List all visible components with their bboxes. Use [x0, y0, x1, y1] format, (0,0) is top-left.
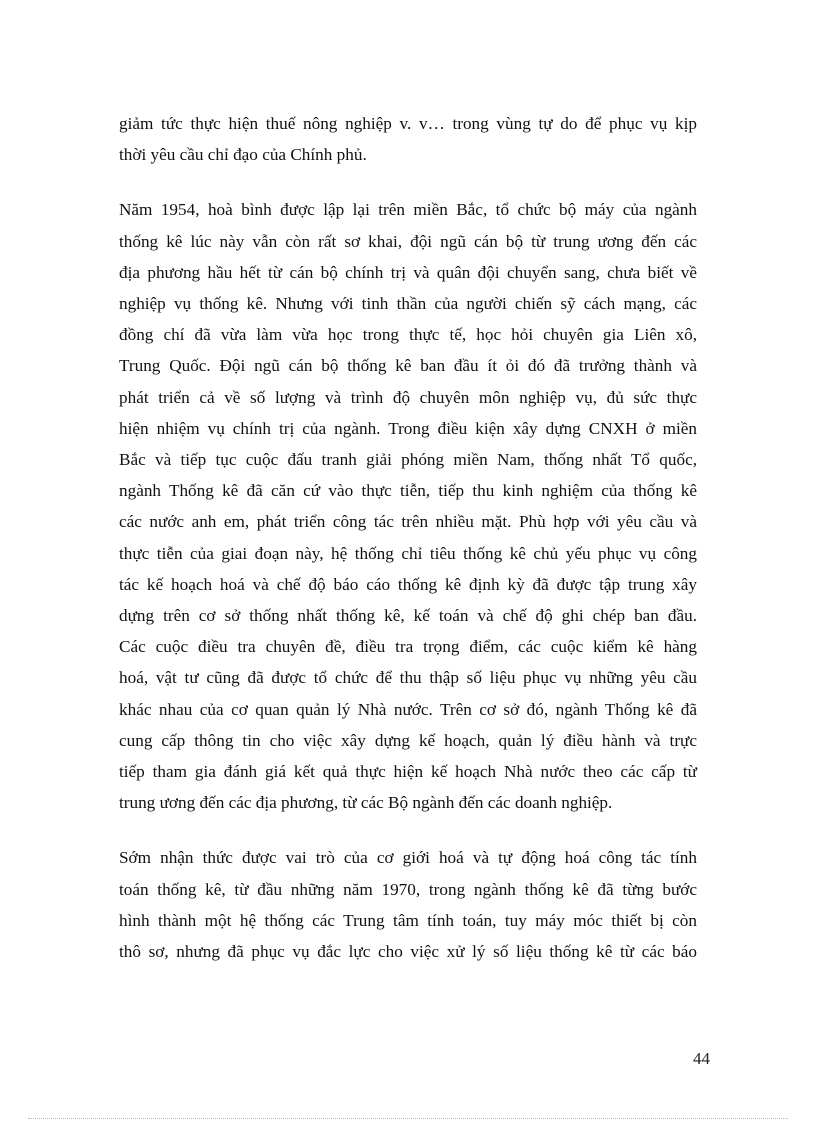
text-line: phát triển cả về số lượng và trình độ chuyên môn nghiệp vụ, đủ sức thực [119, 387, 697, 407]
text-line: địa phương hầu hết từ cán bộ chính trị và quân đội chuyển sang, chưa biết về [119, 262, 697, 282]
text-line: giảm tức thực hiện thuế nông nghiệp v. v… trong vùng tự do để phục vụ kịp [119, 114, 697, 133]
paragraph [119, 108, 697, 170]
text-line: thời yêu cầu chỉ đạo của Chính phủ. [119, 145, 367, 165]
text-line: nghiệp vụ thống kê. Nhưng với tinh thần của người chiến sỹ cách mạng, các [119, 294, 697, 314]
text-line: khác nhau của cơ quan quản lý Nhà nước. Trên cơ sở đó, ngành Thống kê đã [119, 699, 697, 719]
text-line: hiện nhiệm vụ chính trị của ngành. Trong điều kiện xây dựng CNXH ở miền [119, 418, 697, 438]
paragraph [119, 194, 697, 818]
text-line: Trung Quốc. Đội ngũ cán bộ thống kê ban đầu ít ỏi đó đã trưởng thành và [119, 356, 697, 376]
text-line: thô sơ, nhưng đã phục vụ đắc lực cho việc xử lý số liệu thống kê từ các báo [119, 942, 697, 962]
text-line: thống kê lúc này vẫn còn rất sơ khai, đội ngũ cán bộ từ trung ương đến các [119, 231, 697, 251]
paragraph [119, 842, 697, 967]
text-line: tiếp tham gia đánh giá kết quả thực hiện kế hoạch Nhà nước theo các cấp từ [119, 762, 697, 782]
text-line: thực tiễn của giai đoạn này, hệ thống chỉ tiêu thống kê chủ yếu phục vụ công [119, 543, 697, 563]
text-line: hình thành một hệ thống các Trung tâm tính toán, tuy máy móc thiết bị còn [119, 910, 697, 930]
text-line: tác kế hoạch hoá và chế độ báo cáo thống kê định kỳ đã được tập trung xây [119, 574, 697, 594]
text-line: cung cấp thông tin cho việc xây dựng kế hoạch, quản lý điều hành và trực [119, 730, 697, 750]
text-line: toán thống kê, từ đầu những năm 1970, trong ngành thống kê đã từng bước [119, 879, 697, 899]
text-line: Sớm nhận thức được vai trò của cơ giới hoá và tự động hoá công tác tính [119, 848, 697, 868]
footer-divider [28, 1118, 788, 1119]
page-number: 44 [693, 1049, 710, 1068]
text-line: Các cuộc điều tra chuyên đề, điều tra trọng điểm, các cuộc kiểm kê hàng [119, 637, 697, 657]
body-text [119, 108, 697, 967]
text-line: Năm 1954, hoà bình được lập lại trên miền Bắc, tổ chức bộ máy của ngành [119, 200, 697, 220]
text-line: ngành Thống kê đã căn cứ vào thực tiễn, tiếp thu kinh nghiệm của thống kê [119, 481, 697, 501]
text-line: trung ương đến các địa phương, từ các Bộ ngành đến các doanh nghiệp. [119, 793, 613, 813]
text-line: hoá, vật tư cũng đã được tổ chức để thu thập số liệu phục vụ những yêu cầu [119, 668, 697, 688]
text-line: đồng chí đã vừa làm vừa học trong thực tế, học hỏi chuyên gia Liên xô, [119, 325, 697, 345]
text-line: Bắc và tiếp tục cuộc đấu tranh giải phóng miền Nam, thống nhất Tổ quốc, [119, 450, 697, 470]
text-line: các nước anh em, phát triển công tác trên nhiều mặt. Phù hợp với yêu cầu và [119, 512, 697, 532]
text-line: dựng trên cơ sở thống nhất thống kê, kế toán và chế độ ghi chép ban đầu. [119, 606, 697, 626]
